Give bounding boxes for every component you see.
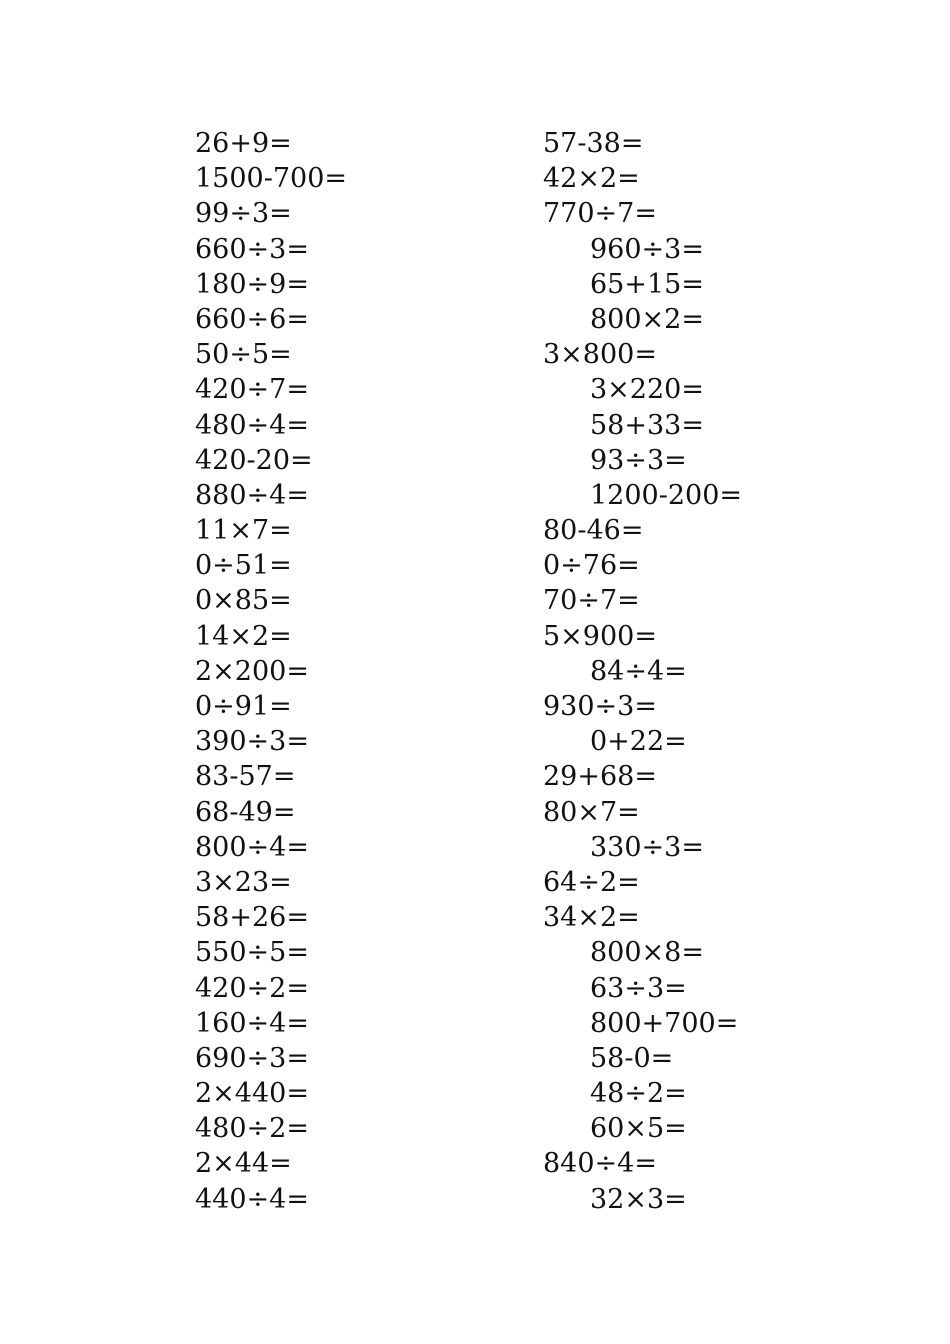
math-problem: 68-49=	[195, 796, 296, 828]
math-problem: 420÷7=	[195, 374, 309, 406]
math-problem: 480÷2=	[195, 1113, 309, 1145]
math-problem: 930÷3=	[543, 691, 657, 722]
math-problem: 3×800=	[543, 339, 657, 371]
math-problem: 330÷3=	[590, 831, 704, 863]
math-problem: 83-57=	[195, 761, 296, 793]
math-problem: 42×2=	[543, 163, 640, 195]
math-problem: 93÷3=	[590, 444, 687, 476]
math-problem: 390÷3=	[195, 726, 309, 758]
math-problem: 57-38=	[543, 128, 644, 159]
math-problem: 800÷4=	[195, 831, 309, 863]
math-problem: 26+9=	[195, 128, 292, 159]
math-problem: 960÷3=	[590, 233, 704, 265]
math-problem: 800×2=	[590, 303, 704, 335]
math-problem: 70÷7=	[543, 585, 640, 617]
math-problem: 160÷4=	[195, 1007, 309, 1039]
math-problem: 1200-200=	[590, 479, 742, 511]
math-problem: 80-46=	[543, 515, 644, 547]
math-problem: 480÷4=	[195, 409, 309, 441]
math-problem: 420÷2=	[195, 972, 309, 1004]
math-problem: 2×200=	[195, 655, 309, 687]
math-problem: 660÷3=	[195, 233, 309, 265]
math-problem: 0÷91=	[195, 691, 292, 722]
math-problem: 0÷76=	[543, 550, 640, 582]
math-problem: 84÷4=	[590, 655, 687, 687]
left-problem-column	[195, 126, 495, 1217]
math-problem: 64÷2=	[543, 866, 640, 898]
math-problem: 48÷2=	[590, 1078, 687, 1110]
math-problem: 770÷7=	[543, 198, 657, 230]
math-problem: 99÷3=	[195, 198, 292, 230]
math-problem: 34×2=	[543, 902, 640, 934]
math-problem: 1500-700=	[195, 163, 347, 195]
math-problem: 3×220=	[590, 374, 704, 406]
math-problem: 58+33=	[590, 409, 704, 441]
math-problem: 800×8=	[590, 937, 704, 969]
math-problem: 420-20=	[195, 444, 313, 476]
math-problem: 5×900=	[543, 620, 657, 652]
math-problem: 29+68=	[543, 761, 657, 793]
math-problem: 180÷9=	[195, 268, 309, 300]
math-problem: 32×3=	[590, 1183, 687, 1215]
math-problem: 0+22=	[590, 726, 687, 758]
math-problem: 0÷51=	[195, 550, 292, 582]
math-problem: 2×44=	[195, 1148, 292, 1180]
math-problem: 65+15=	[590, 268, 704, 300]
math-problem: 58+26=	[195, 902, 309, 934]
math-problem: 880÷4=	[195, 479, 309, 511]
math-problem: 50÷5=	[195, 339, 292, 371]
math-problem: 60×5=	[590, 1113, 687, 1145]
math-problem: 840÷4=	[543, 1148, 657, 1180]
math-problem: 58-0=	[590, 1042, 674, 1074]
math-problem: 80×7=	[543, 796, 640, 828]
math-problem: 3×23=	[195, 866, 292, 898]
math-problem: 800+700=	[590, 1007, 739, 1039]
math-problem: 550÷5=	[195, 937, 309, 969]
math-problem: 2×440=	[195, 1078, 309, 1110]
math-problem: 63÷3=	[590, 972, 687, 1004]
right-problem-column	[543, 126, 883, 1217]
math-problem: 14×2=	[195, 620, 292, 652]
math-problem: 690÷3=	[195, 1042, 309, 1074]
math-problem: 660÷6=	[195, 303, 309, 335]
math-problem: 0×85=	[195, 585, 292, 617]
math-problem: 11×7=	[195, 515, 292, 547]
math-problem: 440÷4=	[195, 1183, 309, 1215]
